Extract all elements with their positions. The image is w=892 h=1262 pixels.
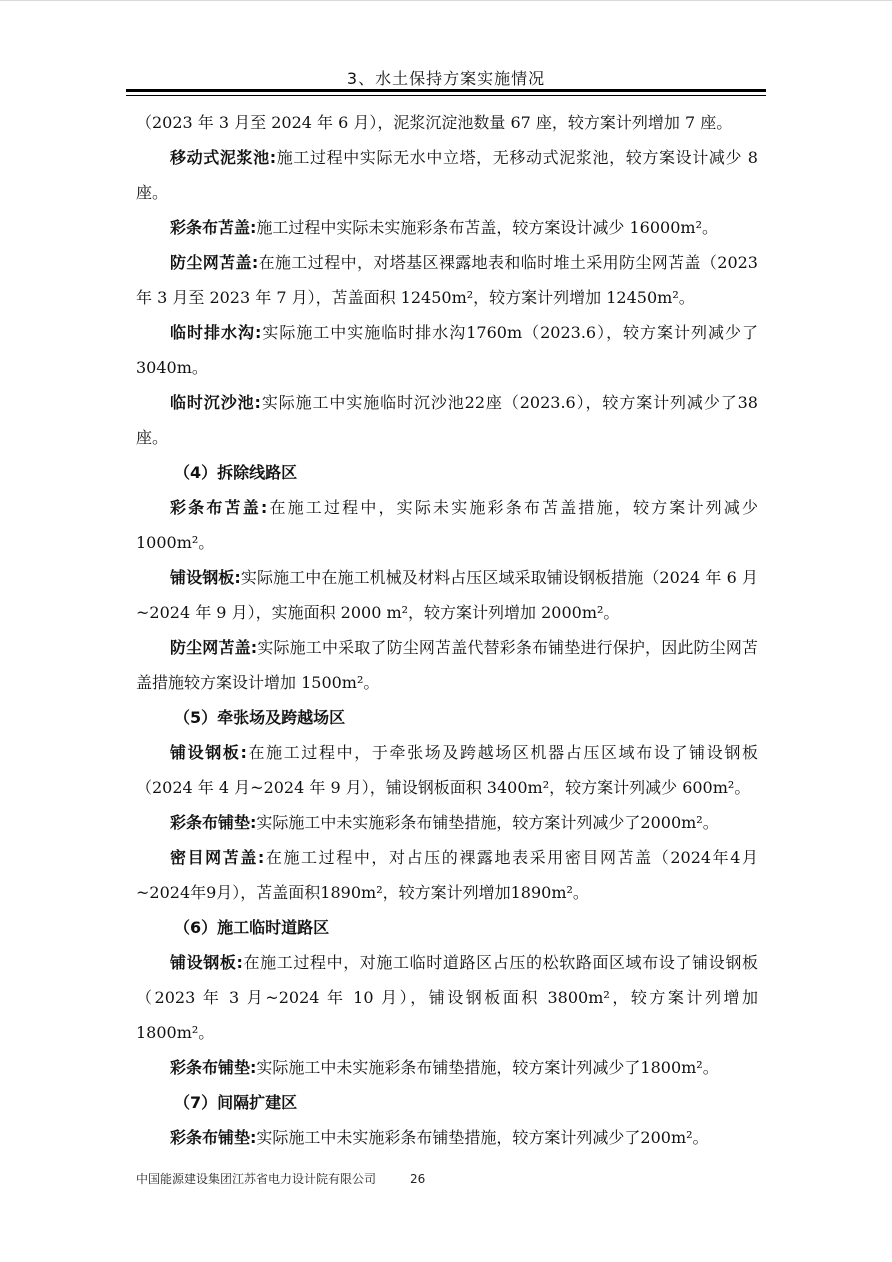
paragraph-road-tarp-mat: 彩条布铺垫:实际施工中未实施彩条布铺垫措施，较方案计列减少了1800m²。	[170, 1058, 719, 1077]
section-heading-6: （6）施工临时道路区	[174, 918, 330, 937]
header-rule-thin	[126, 95, 766, 96]
paragraph-demolition-tarp: 彩条布苫盖:在施工过程中，实际未实施彩条布苫盖措施，较方案计列减少1000m²。	[136, 498, 758, 552]
paragraph-road-steel-plate: 铺设钢板:在施工过程中，对施工临时道路区占压的松软路面区域布设了铺设钢板（2023 年 3 月~2024 年 10 月），铺设钢板面积 3800m²，较方案计列增加1800m²。	[136, 953, 758, 1042]
paragraph-tension-mesh-cover: 密目网苫盖:在施工过程中，对占压的裸露地表采用密目网苫盖（2024年4月~2024年9月），苫盖面积1890m²，较方案计列增加1890m²。	[136, 848, 758, 902]
paragraph-tension-tarp-mat: 彩条布铺垫:实际施工中未实施彩条布铺垫措施，较方案计列减少了2000m²。	[170, 813, 719, 832]
paragraph-mobile-slurry-pit: 移动式泥浆池:施工过程中实际无水中立塔，无移动式泥浆池，较方案设计减少 8 座。	[136, 148, 758, 202]
paragraph-tension-steel-plate: 铺设钢板:在施工过程中，于牵张场及跨越场区机器占压区域布设了铺设钢板（2024 年 4 月~2024 年 9 月），铺设钢板面积 3400m²，较方案计列减少 600m²。	[136, 743, 758, 797]
page-top-rule	[0, 0, 892, 1]
paragraph-bay-tarp-mat: 彩条布铺垫:实际施工中未实施彩条布铺垫措施，较方案计列减少了200m²。	[170, 1128, 709, 1147]
header-rule-thick	[126, 89, 766, 92]
section-heading-7: （7）间隔扩建区	[174, 1093, 298, 1112]
body-content	[136, 105, 758, 1155]
paragraph-1: （2023 年 3 月至 2024 年 6 月），泥浆沉淀池数量 67 座，较方案计列增加 7 座。	[136, 113, 733, 132]
page-header-title: 3、水土保持方案实施情况	[346, 69, 546, 88]
section-heading-5: （5）牵张场及跨越场区	[174, 708, 346, 727]
paragraph-dust-net-cover: 防尘网苫盖:在施工过程中，对塔基区裸露地表和临时堆土采用防尘网苫盖（2023 年 3 月至 2023 年 7 月），苫盖面积 12450m²，较方案计列增加 12450m²。	[136, 253, 758, 307]
paragraph-tarp-cover: 彩条布苫盖:施工过程中实际未实施彩条布苫盖，较方案设计减少 16000m²。	[170, 218, 718, 237]
paragraph-demolition-steel-plate: 铺设钢板:实际施工中在施工机械及材料占压区域采取铺设钢板措施（2024 年 6 月~2024 年 9 月），实施面积 2000 m²，较方案计列增加 2000m²。	[136, 568, 758, 622]
footer-company: 中国能源建设集团江苏省电力设计院有限公司	[136, 1172, 377, 1186]
page-number: 26	[410, 1172, 426, 1186]
paragraph-temp-sediment-pond: 临时沉沙池:实际施工中实施临时沉沙池22座（2023.6），较方案计列减少了38座。	[136, 393, 758, 447]
page-footer	[136, 1170, 425, 1187]
paragraph-temp-drain: 临时排水沟:实际施工中实施临时排水沟1760m（2023.6），较方案计列减少了3040m。	[136, 323, 758, 377]
paragraph-demolition-dust-net: 防尘网苫盖:实际施工中采取了防尘网苫盖代替彩条布铺垫进行保护，因此防尘网苫盖措施较方案设计增加 1500m²。	[136, 638, 758, 692]
section-heading-4: （4）拆除线路区	[174, 463, 298, 482]
